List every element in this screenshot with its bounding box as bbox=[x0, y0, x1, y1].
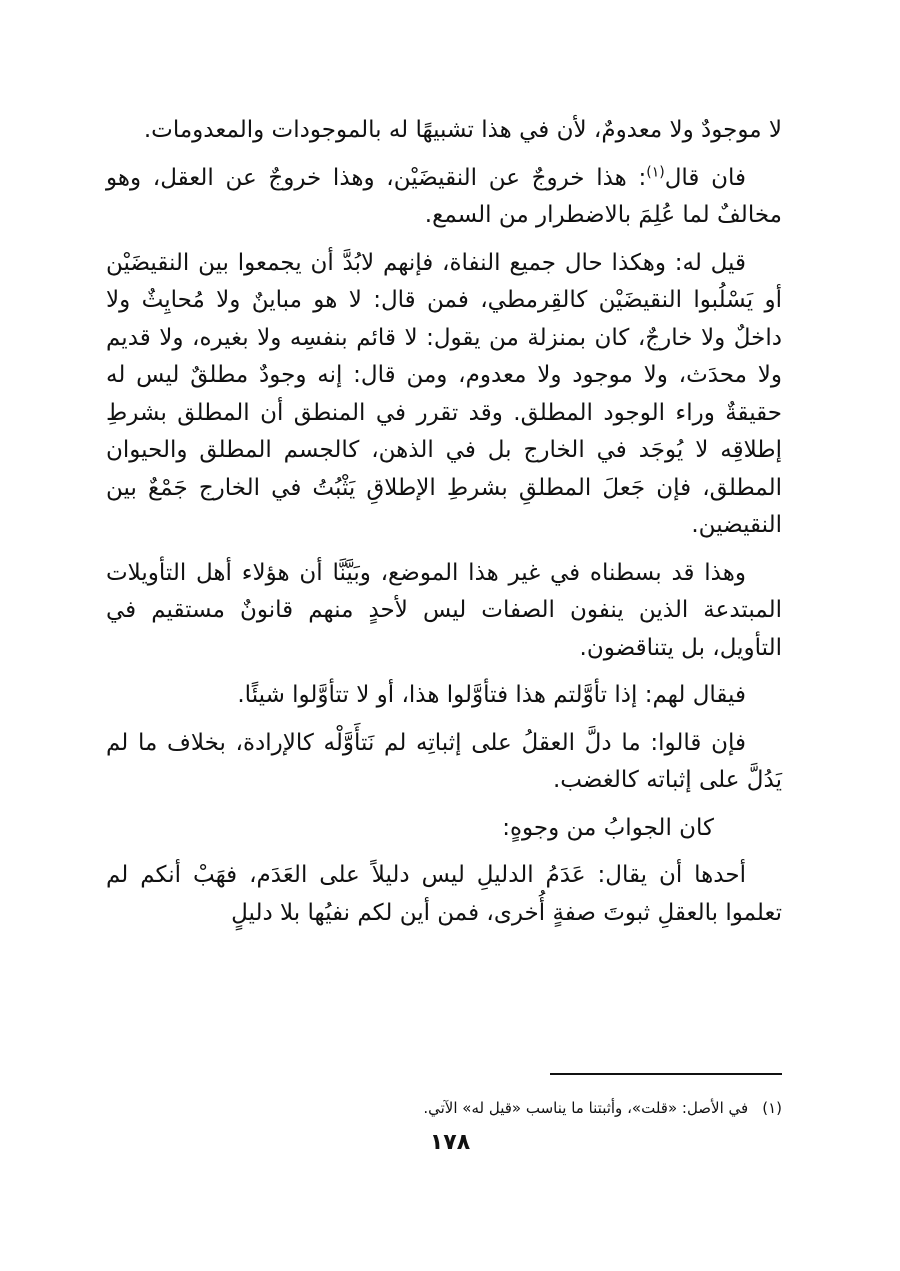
footnote-divider bbox=[550, 1073, 782, 1075]
footnote-reference[interactable]: (١) bbox=[646, 163, 665, 180]
paragraph-8: أحدها أن يقال: عَدَمُ الدليلِ ليس دليلاً على العَدَم، فهَبْ أنكم لم تعلموا بالعقلِ ثبوتَ صفةٍ أُخرى، فمن أين لكم نفيُها بلا دليلٍ bbox=[106, 862, 782, 926]
paragraph-2-lead: فان قال bbox=[664, 164, 746, 191]
footnote bbox=[122, 1096, 782, 1120]
paragraph-4: وهذا قد بسطناه في غير هذا الموضع، وبَيَّنَّا أن هؤلاء أهل التأويلات المبتدعة الذين ينفون الصفات ليس لأحدٍ منهم قانونٌ مستقيم في التأويل، بل يتناقضون. bbox=[106, 559, 782, 661]
page-number: ١٧٨ bbox=[429, 1130, 471, 1155]
paragraph-5: فيقال لهم: إذا تأوَّلتم هذا فتأوَّلوا هذا، أو لا تتأوَّلوا شيئًا. bbox=[237, 682, 746, 708]
body-text bbox=[106, 112, 782, 942]
paragraph-2-colon: : bbox=[626, 164, 647, 191]
paragraph-3: قيل له: وهكذا حال جميع النفاة، فإنهم لابُدَّ أن يجمعوا بين النقيضَيْن أو يَسْلُبوا النقيضَيْن كالقِرمطي، فمن قال: لا هو مباينٌ ولا مُحايِثٌ ولا داخلٌ ولا خارجٌ، كان بمنزلة من يقول: لا قائم بنفسِه ولا بغيره، ولا قديم ولا محدَث، ولا موجود ولا معدوم، ومن قال: إنه وجودٌ مطلقٌ ليس له حقيقةٌ وراء الوجود المطلق. وقد تقرر في المنطق أن المطلق بشرطِ إطلاقِه لا يُوجَد في الخارج بل في الذهن، كالجسم المطلق والحيوان المطلق، فإن جَعلَ المطلقِ بشرطِ الإطلاقِ يَثْبُتُ في الخارج جَمْعٌ بين النقيضين. bbox=[106, 249, 782, 538]
paragraph-2 bbox=[106, 160, 782, 235]
paragraph-6: فإن قالوا: ما دلَّ العقلُ على إثباتِه لم نَتأَوَّلْه كالإرادة، بخلاف ما لم يَدُلَّ على إثباته كالغضب. bbox=[106, 729, 782, 793]
paragraph-1: لا موجودٌ ولا معدومٌ، لأن في هذا تشبيهًا له بالموجودات والمعدومات. bbox=[143, 117, 782, 143]
paragraph-7: كان الجوابُ من وجوهٍ: bbox=[502, 814, 714, 841]
paragraph-2-body: هذا خروجٌ عن النقيضَيْن، وهذا خروجٌ عن العقل، وهو مخالفٌ لما عُلِمَ بالاضطرار من السمع. bbox=[106, 164, 782, 228]
footnote-text: في الأصل: «قلت»، وأثبتنا ما يناسب «قيل له» الآتي. bbox=[423, 1099, 749, 1117]
footnote-number: (١) bbox=[762, 1099, 782, 1117]
